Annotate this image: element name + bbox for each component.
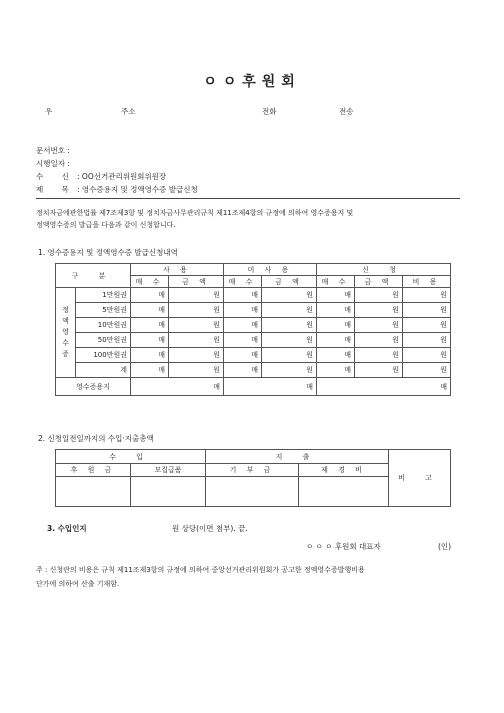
cell-count: 매 [224, 333, 262, 348]
post-label: 우 [45, 107, 53, 116]
col-donation: 후 원 금 [56, 464, 131, 477]
sub-count: 매 수 [224, 276, 262, 288]
value-raised-goods [131, 477, 206, 507]
cell-amount: 원 [169, 348, 224, 363]
address-label: 주소 [121, 107, 136, 116]
group-unused: 미 사 용 [224, 264, 317, 276]
section2-heading: 2. 신청일전일까지의 수입·지출총액 [38, 434, 154, 443]
intro-line-1: 정치자금에관한법률 제7조제3항 및 정치자금사무관리규칙 제11조제4항의 규정에 의하여 영수증용지 및 [36, 209, 354, 217]
expense-header: 지 출 [206, 450, 389, 464]
section1-heading: 1. 영수증용지 및 정액영수증 발급신청내역 [38, 248, 178, 257]
row-label-total: 계 [76, 363, 131, 378]
cell-cost: 원 [403, 333, 451, 348]
cell-cost: 원 [403, 318, 451, 333]
cell-amount: 원 [169, 288, 224, 303]
cell-amount: 원 [262, 303, 317, 318]
col-raised-goods: 모집급품 [131, 464, 206, 477]
recipient-label: 수 신 [36, 172, 77, 181]
cell-count: 매 [224, 288, 262, 303]
cell-amount: 원 [262, 363, 317, 378]
cell-count: 매 [131, 348, 169, 363]
cell-amount: 원 [169, 318, 224, 333]
cell-amount: 원 [355, 348, 403, 363]
cell-amount: 원 [355, 318, 403, 333]
issue-date: 시행일자 : [36, 159, 70, 168]
note-header: 비 고 [389, 450, 451, 507]
recipient-value: : OO선거관리위원회위원장 [77, 172, 167, 181]
footnote-line-1: 주 : 신청란의 비용은 규칙 제11조제3항의 규정에 의하여 중앙선거관리위원회가 공고한 정액영수증발행비용 [36, 566, 365, 574]
receipt-paper-label: 영수증용지 [56, 378, 131, 396]
group-request: 신 청 [317, 264, 451, 276]
sub-count: 매 수 [131, 276, 169, 288]
cell-amount: 원 [262, 288, 317, 303]
cell-amount: 원 [355, 303, 403, 318]
fax-label: 전송 [339, 107, 354, 116]
subject-label: 제 목 [36, 185, 77, 194]
row-label: 50만원권 [76, 333, 131, 348]
col-expenses: 제 경 비 [299, 464, 389, 477]
cell-count: 매 [131, 333, 169, 348]
cell-count: 매 [317, 318, 355, 333]
cell-count: 매 [224, 348, 262, 363]
divider [36, 198, 460, 199]
cell-amount: 원 [355, 363, 403, 378]
cell-amount: 원 [169, 363, 224, 378]
cell-count: 매 [224, 363, 262, 378]
row-label: 1만원권 [76, 288, 131, 303]
intro-line-2: 정액영수증의 발급을 다음과 같이 신청합니다. [36, 221, 176, 229]
col-contribution: 기 부 금 [206, 464, 299, 477]
document-title: ㅇㅇ후원회 [203, 74, 301, 90]
value-expenses [299, 477, 389, 507]
receipt-request-table [55, 263, 451, 396]
cell-cost: 원 [403, 288, 451, 303]
row-label: 5만원권 [76, 303, 131, 318]
cell-amount: 원 [262, 348, 317, 363]
cell-count: 매 [131, 318, 169, 333]
cell-count: 매 [131, 288, 169, 303]
seal-mark: (인) [438, 542, 452, 551]
income-expense-table [55, 449, 451, 507]
representative-signature: ㅇ ㅇ ㅇ 후원회 대표자 [306, 542, 381, 551]
income-header: 수 입 [56, 450, 206, 464]
sub-count: 매 수 [317, 276, 355, 288]
cell-amount: 원 [262, 333, 317, 348]
cell-count: 매 [224, 303, 262, 318]
cell-count: 매 [131, 303, 169, 318]
fixed-receipt-label: 정액영수증 [56, 288, 76, 378]
cell-amount: 원 [169, 333, 224, 348]
paper-request: 매 [317, 378, 451, 396]
sub-cost: 비 용 [403, 276, 451, 288]
cell-cost: 원 [403, 363, 451, 378]
cell-cost: 원 [403, 348, 451, 363]
phone-label: 전화 [262, 107, 277, 116]
row-label: 10만원권 [76, 318, 131, 333]
sub-amount: 금 액 [355, 276, 403, 288]
group-used: 사 용 [131, 264, 224, 276]
cell-count: 매 [131, 363, 169, 378]
doc-number: 문서번호 : [36, 146, 70, 155]
cell-count: 매 [317, 288, 355, 303]
sub-amount: 금 액 [169, 276, 224, 288]
sub-amount: 금 액 [262, 276, 317, 288]
section3-heading: 3. 수입인지 [47, 524, 87, 533]
cell-count: 매 [317, 333, 355, 348]
cell-count: 매 [317, 363, 355, 378]
cell-cost: 원 [403, 303, 451, 318]
footnote-line-2: 단가에 의하여 산출 기재함. [36, 580, 120, 588]
row-label: 100만원권 [76, 348, 131, 363]
value-contribution [206, 477, 299, 507]
value-donation [56, 477, 131, 507]
category-header: 구 분 [56, 264, 131, 288]
cell-count: 매 [317, 303, 355, 318]
cell-amount: 원 [262, 318, 317, 333]
revenue-stamp-value: 원 상당(이면 첨부). 끝. [172, 524, 248, 533]
cell-amount: 원 [355, 288, 403, 303]
subject-value: : 영수증용지 및 정액영수증 발급신청 [77, 185, 198, 194]
cell-count: 매 [224, 318, 262, 333]
cell-count: 매 [317, 348, 355, 363]
paper-unused: 매 [224, 378, 317, 396]
paper-used: 매 [131, 378, 224, 396]
cell-amount: 원 [355, 333, 403, 348]
cell-amount: 원 [169, 303, 224, 318]
